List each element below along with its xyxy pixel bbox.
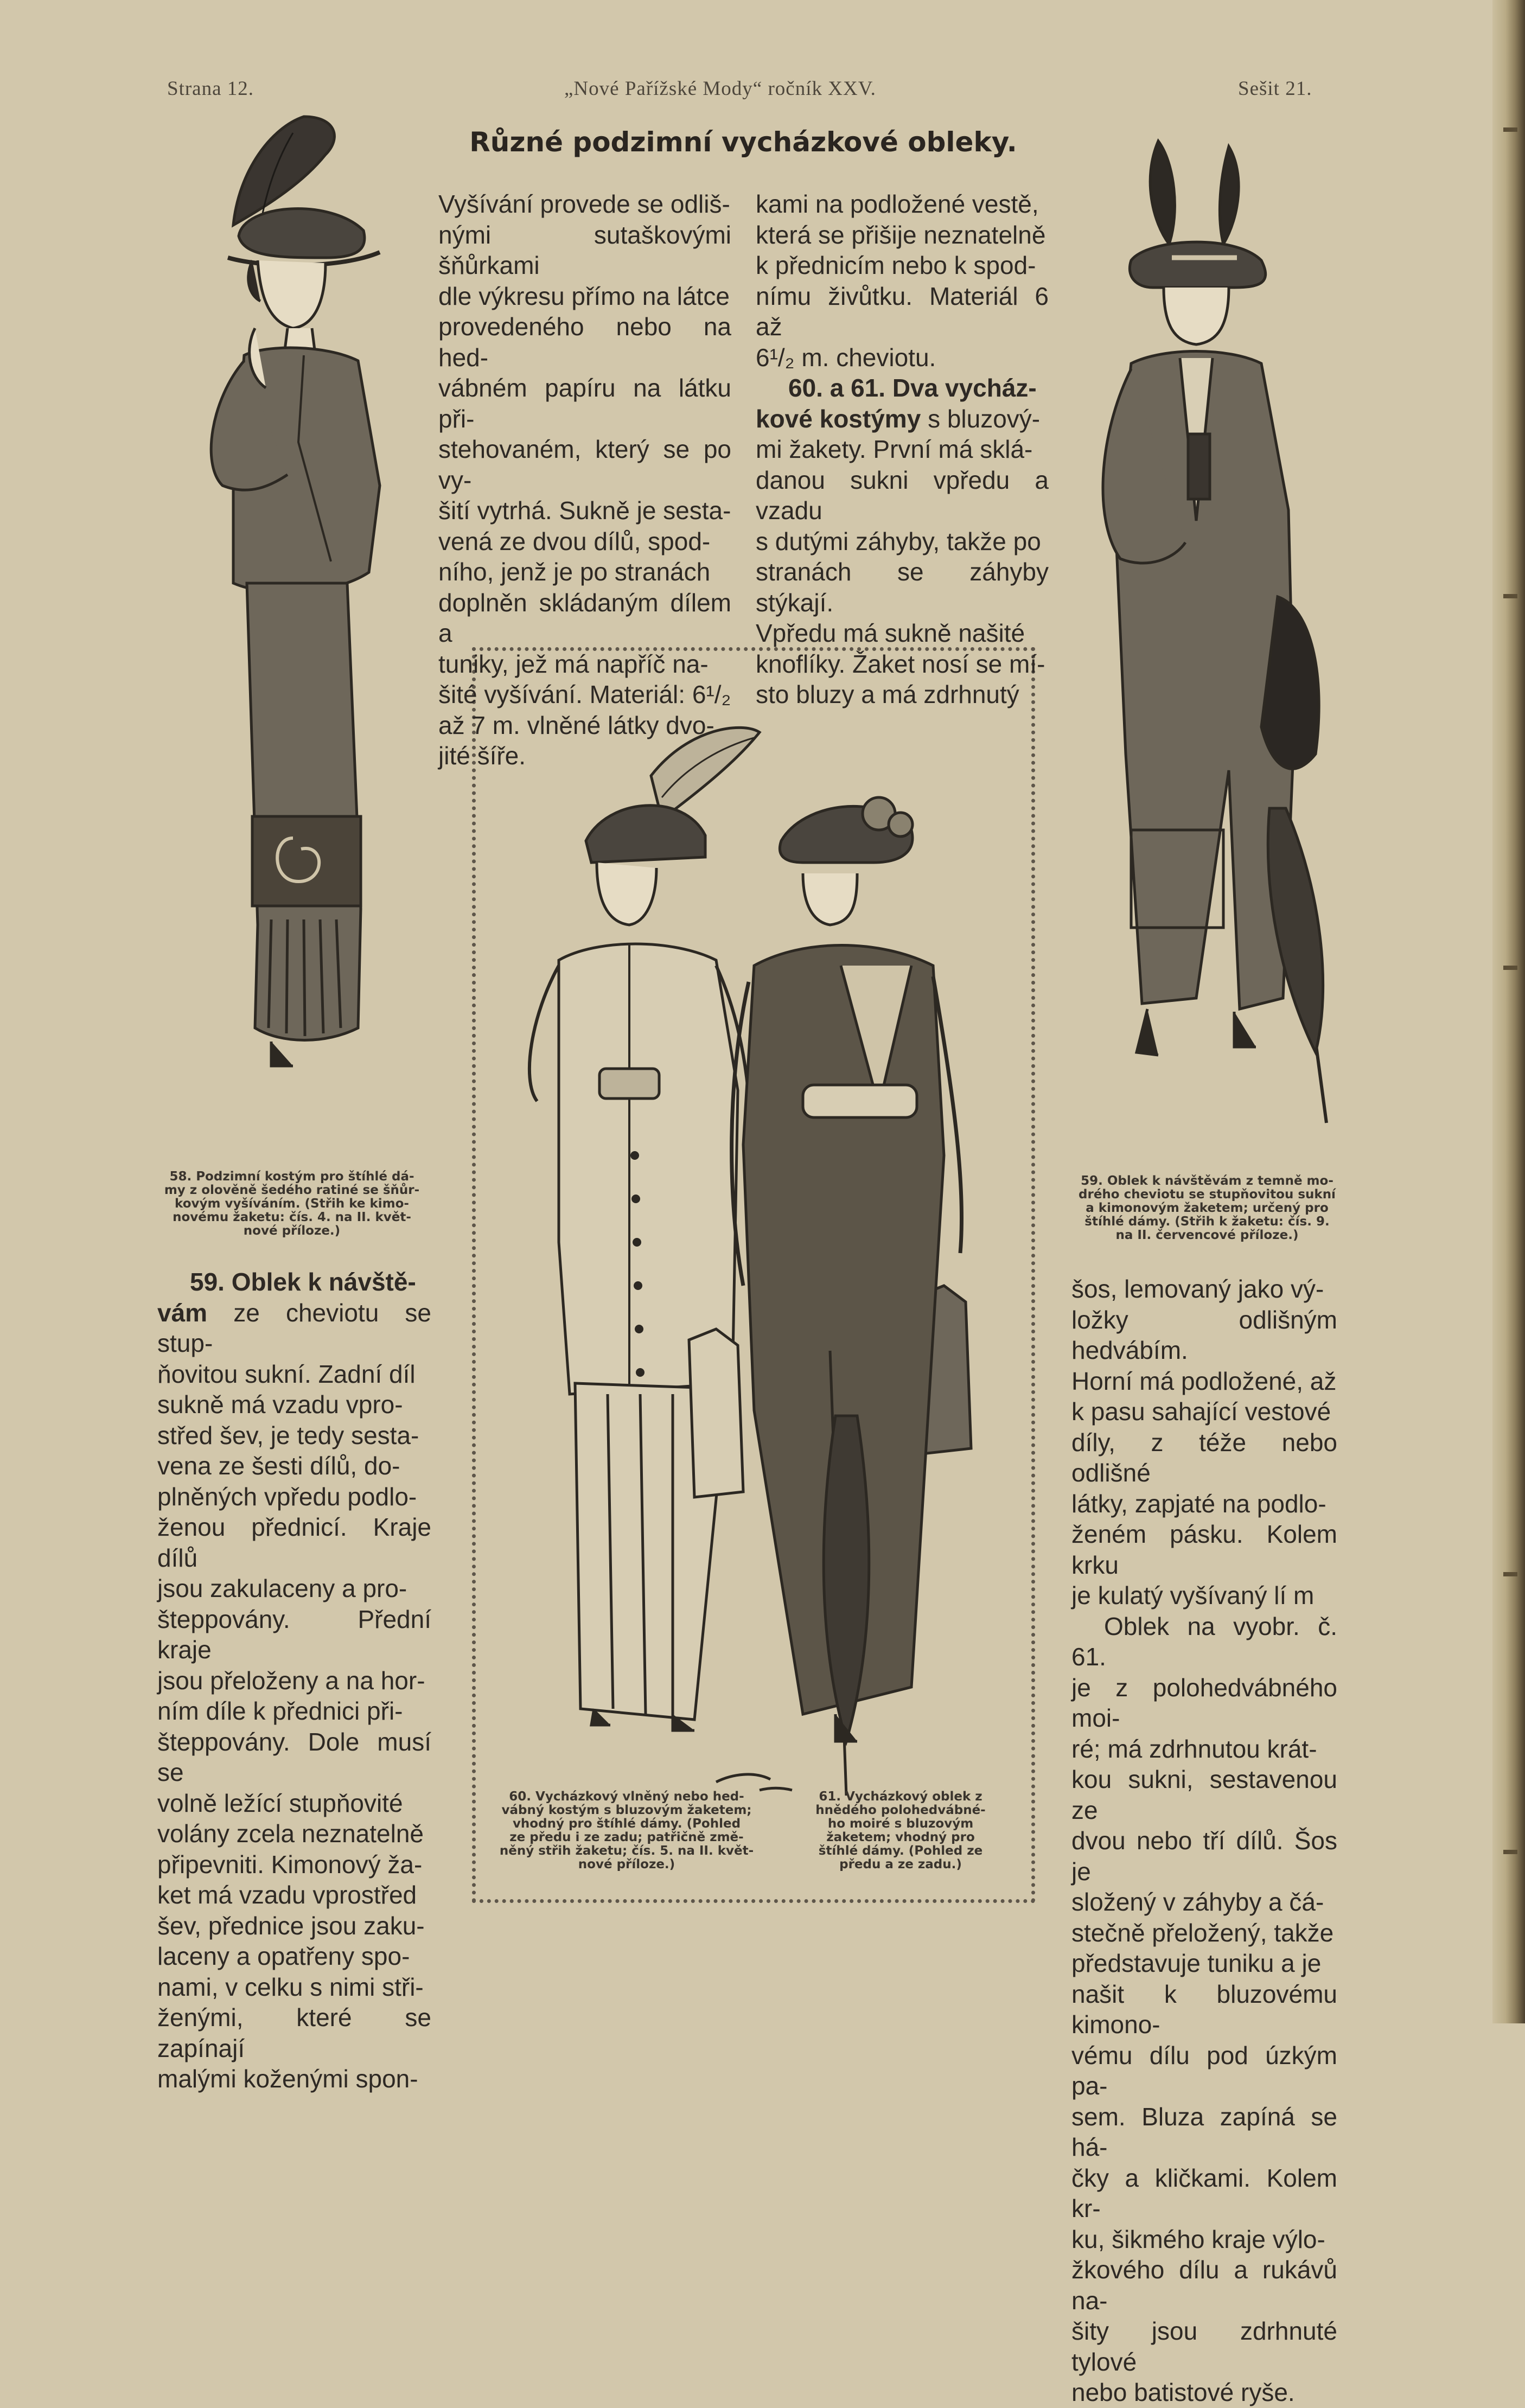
text-line: nebo batistové ryše.	[1071, 2378, 1295, 2406]
text-line: plněných vpředu podlo-	[157, 1482, 417, 1511]
text-line: stehovaném, který se po vy-	[438, 435, 731, 494]
text-line: střed šev, je tedy sesta-	[157, 1421, 419, 1449]
text-line: vená ze dvou dílů, spod-	[438, 527, 711, 555]
text-line: našit k bluzovému kimono-	[1071, 1979, 1337, 2039]
text-line: šití vytrhá. Sukně je sesta-	[438, 496, 731, 525]
text-line: vábném papíru na látku při-	[438, 374, 731, 433]
text-line: sem. Bluza zapíná se há-	[1071, 2102, 1337, 2161]
fashion-figures-60-61	[499, 711, 1014, 1866]
text-line: ré; má zdrhnutou krát-	[1071, 1734, 1317, 1763]
text-line: je kulatý vyšívaný lí m	[1071, 1581, 1315, 1609]
text-line: ženou přednicí. Kraje dílů	[157, 1513, 431, 1572]
fashion-figure-58	[163, 95, 418, 1128]
text-line: jsou zakulaceny a pro-	[157, 1574, 407, 1602]
caption-line: štíhlé dámy. (Pohled ze	[818, 1844, 983, 1858]
caption-line: 61. Vycházkový oblek z	[819, 1790, 982, 1804]
edge-mark	[1503, 127, 1517, 132]
text-span: s bluzový-	[928, 404, 1041, 433]
text-line: ňovitou sukní. Zadní díl	[157, 1359, 416, 1388]
text-line: Vpředu má sukně našité	[756, 619, 1025, 647]
text-line: až 7 m. vlněné látky dvo-	[438, 711, 714, 739]
caption-line: vábný kostým s bluzovým žaketem;	[501, 1803, 752, 1817]
text-line: která se přišije neznatelně	[756, 220, 1046, 249]
caption-line: ho moiré s bluzovým	[827, 1817, 974, 1831]
text-line	[157, 1298, 431, 1359]
text-line: šteppovány. Přední kraje	[157, 1605, 431, 1664]
caption-line: kovým vyšíváním. (Střih ke kimo-	[175, 1197, 409, 1211]
caption-60	[491, 1790, 762, 1872]
text-line: dle výkresu přímo na látce	[438, 282, 730, 310]
caption-line: novému žaketu: čís. 4. na II. květ-	[173, 1210, 411, 1224]
text-span: ze cheviotu se stup-	[157, 1298, 431, 1357]
section-heading-60-61	[756, 373, 1049, 404]
text-line: k přednicím nebo k spod-	[756, 251, 1036, 279]
caption-61	[808, 1790, 993, 1872]
text-line: ku, šikmého kraje výlo-	[1071, 2225, 1325, 2253]
caption-line: štíhlé dámy. (Střih k žaketu: čís. 9.	[1084, 1215, 1330, 1229]
caption-line: vhodný pro štíhlé dámy. (Pohled	[512, 1817, 741, 1831]
text-line: ket má vzadu vprostřed	[157, 1881, 417, 1909]
text-line: připevniti. Kimonový ža-	[157, 1850, 423, 1879]
text-line: šité vyšívání. Materiál: 6¹/₂	[438, 680, 731, 708]
text-column-right-top	[756, 189, 1049, 710]
heading-text: kové kostýmy	[756, 404, 921, 433]
text-line: 6¹/₂ m. cheviotu.	[756, 343, 936, 372]
edge-mark	[1503, 966, 1517, 970]
text-line: jsou přeloženy a na hor-	[157, 1666, 425, 1695]
caption-line: 58. Podzimní kostým pro štíhlé dá-	[169, 1170, 414, 1184]
text-line: kami na podložené vestě,	[756, 190, 1039, 218]
article-title: Různé podzimní vycházkové obleky.	[469, 126, 1017, 158]
text-line: doplněn skládaným dílem a	[438, 588, 731, 647]
text-column-right-bottom	[1071, 1274, 1337, 2408]
caption-line: předu a ze zadu.)	[839, 1857, 962, 1872]
text-line: šity jsou zdrhnuté tylové	[1071, 2317, 1337, 2376]
text-line: ního, jenž je po stranách	[438, 558, 711, 586]
text-line: nami, v celku s nimi stři-	[157, 1972, 424, 2001]
text-line: Oblek na vyobr. č. 61.	[1071, 1612, 1337, 1671]
fashion-figure-59	[1055, 130, 1343, 1145]
text-line: je z polohedvábného moi-	[1071, 1673, 1337, 1732]
caption-58	[142, 1170, 442, 1238]
text-line: dvou nebo tří dílů. Šos je	[1071, 1826, 1337, 1886]
text-line: ním díle k přednici při-	[157, 1697, 403, 1725]
text-line: knoflíky. Žaket nosí se mí-	[756, 649, 1045, 678]
heading-number: 60. a 61.	[788, 374, 886, 402]
caption-line: 60. Vycházkový vlněný nebo hed-	[509, 1790, 744, 1804]
text-line: laceny a opatřeny spo-	[157, 1942, 410, 1970]
page-edge-shadow	[1492, 0, 1525, 2023]
text-line: čky a kličkami. Kolem kr-	[1071, 2163, 1337, 2222]
edge-mark	[1503, 1850, 1517, 1854]
text-line: danou sukni vpředu a vzadu	[756, 465, 1049, 525]
text-line: provedeného nebo na hed-	[438, 312, 731, 372]
caption-line: na II. červencové příloze.)	[1115, 1228, 1299, 1242]
text-line: jité šíře.	[438, 742, 526, 770]
text-line: ženými, které se zapínají	[157, 2003, 431, 2062]
header-page-number: Strana 12.	[167, 78, 254, 100]
text-line: malými koženými spon-	[157, 2065, 418, 2093]
text-line: stečně přeložený, takže	[1071, 1918, 1334, 1947]
heading-text: Oblek k návště-	[231, 1268, 416, 1296]
caption-line: něný střih žaketu; čís. 5. na II. květ-	[499, 1844, 754, 1858]
text-line: nímu živůtku. Materiál 6 až	[756, 282, 1049, 341]
text-line: látky, zapjaté na podlo-	[1071, 1489, 1326, 1518]
text-line: s dutými záhyby, takže po	[756, 527, 1041, 555]
caption-line: my z olověně šedého ratiné se šňůr-	[164, 1183, 420, 1197]
text-line: volány zcela neznatelně	[157, 1819, 424, 1848]
header-magazine-title: „Nové Pařížské Mody“ ročník XXV.	[564, 78, 876, 100]
text-line: mi žakety. První má sklá-	[756, 435, 1033, 463]
text-line: představuje tuniku a je	[1071, 1949, 1322, 1977]
caption-line: ze předu i ze zadu; patřičně změ-	[509, 1830, 744, 1844]
text-line	[756, 404, 1049, 435]
caption-line: drého cheviotu se stupňovitou sukní	[1079, 1187, 1336, 1202]
text-line: šev, přednice jsou zaku-	[157, 1911, 425, 1940]
caption-line: žaketem; vhodný pro	[826, 1830, 975, 1844]
section-heading-59	[157, 1267, 431, 1298]
text-line: vému dílu pod úzkým pa-	[1071, 2041, 1337, 2100]
text-line: volně ležící stupňovité	[157, 1789, 403, 1817]
caption-line: hnědého polohedvábné-	[815, 1803, 986, 1817]
caption-59	[1071, 1174, 1343, 1242]
text-line: díly, z téže nebo odlišné	[1071, 1428, 1337, 1487]
text-line: Horní má podložené, až	[1071, 1366, 1337, 1395]
text-line: Vyšívání provede se odliš-	[438, 190, 730, 218]
heading-text: Dva vycház-	[892, 374, 1037, 402]
text-line: šteppovány. Dole musí se	[157, 1727, 431, 1786]
text-line: žkového dílu a rukávů na-	[1071, 2256, 1337, 2315]
heading-text: vám	[157, 1298, 208, 1327]
text-line: šos, lemovaný jako vý-	[1071, 1275, 1324, 1303]
text-column-left-bottom	[157, 1267, 431, 2094]
text-line: ženém pásku. Kolem krku	[1071, 1520, 1337, 1579]
text-line: sto bluzy a má zdrhnutý	[756, 680, 1019, 708]
heading-number: 59.	[190, 1268, 225, 1296]
caption-line: 59. Oblek k návštěvám z temně mo-	[1081, 1174, 1333, 1188]
text-line: složený v záhyby a čá-	[1071, 1888, 1324, 1916]
text-line: vena ze šesti dílů, do-	[157, 1452, 400, 1480]
text-line: ložky odlišným hedvábím.	[1071, 1305, 1337, 1364]
text-line: stranách se záhyby stýkají.	[756, 558, 1049, 617]
text-line: kou sukni, sestavenou ze	[1071, 1765, 1337, 1824]
caption-line: a kimonovým žaketem; určený pro	[1086, 1201, 1329, 1215]
text-line: sukně má vzadu vpro-	[157, 1390, 403, 1419]
caption-line: nové příloze.)	[578, 1857, 675, 1872]
edge-mark	[1503, 1572, 1517, 1576]
edge-mark	[1503, 594, 1517, 598]
text-line: nými sutaškovými šňůrkami	[438, 220, 731, 279]
caption-line: nové příloze.)	[243, 1224, 341, 1238]
text-line: tuniky, jež má napříč na-	[438, 649, 709, 678]
header-issue: Sešit 21.	[1238, 78, 1312, 100]
text-column-middle-top	[438, 189, 731, 771]
text-line: k pasu sahající vestové	[1071, 1397, 1331, 1426]
